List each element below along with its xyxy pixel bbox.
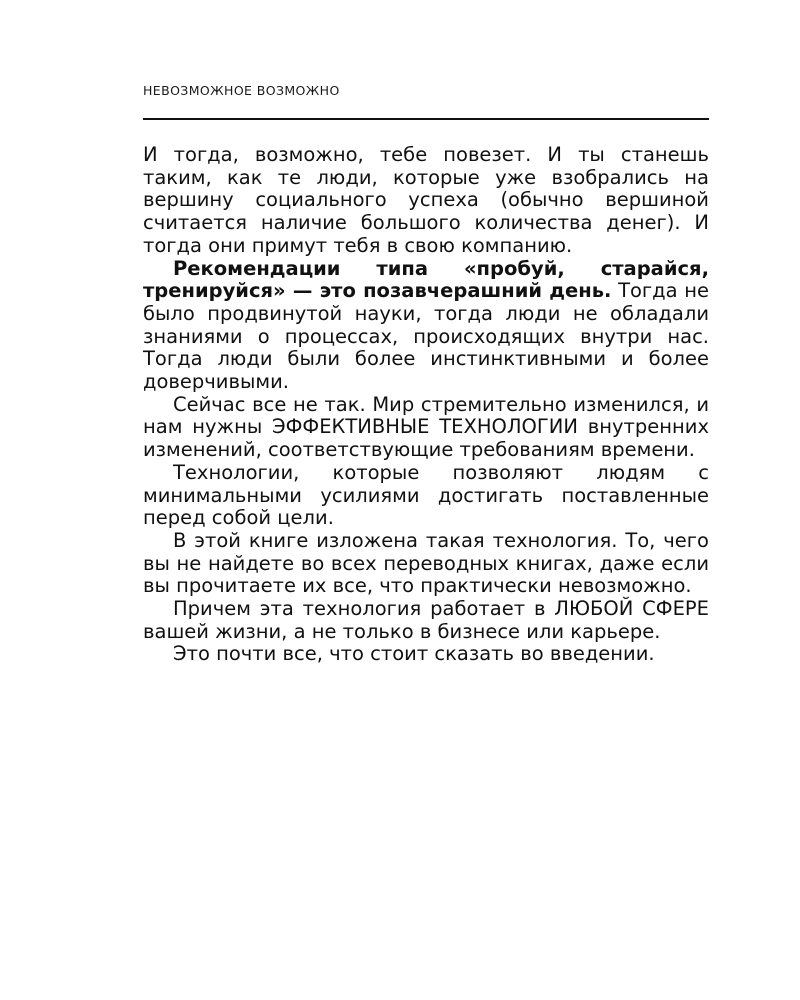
- paragraph-4-text: Технологии, которые позволяют людям с минимальными усилиями достигать поставленные перед собой цели.: [143, 460, 709, 530]
- paragraph-4: [143, 462, 709, 530]
- book-page: [143, 0, 709, 1000]
- paragraph-5: [143, 530, 709, 598]
- body-text: [143, 144, 709, 666]
- paragraph-6: [143, 598, 709, 643]
- paragraph-1: [143, 144, 709, 258]
- paragraph-6-text: Причем эта технология работает в ЛЮБОЙ СФЕРЕ вашей жизни, а не только в бизнесе или карьере.: [143, 597, 709, 643]
- paragraph-5-text: В этой книге изложена такая технология. То, чего вы не найдете во всех переводных книгах, даже если вы прочитаете их все, что практически невозможно.: [143, 528, 709, 598]
- paragraph-1-text: И тогда, возможно, тебе повезет. И ты станешь таким, как те люди, которые уже взобрались на вершину социального успеха (обычно вершиной считается наличие большого количества денег). И тогда они примут тебя в свою компанию.: [143, 143, 709, 257]
- paragraph-2-text: Тогда не было продвинутой науки, тогда люди не обладали знаниями о процессах, происходящих внутри нас. Тогда люди были более инстинктивными и более доверчивыми.: [143, 279, 710, 394]
- running-header: НЕВОЗМОЖНОЕ ВОЗМОЖНО: [143, 83, 340, 98]
- paragraph-2: [143, 258, 709, 394]
- paragraph-7-text: Это почти все, что стоит сказать во введении.: [173, 642, 655, 666]
- header-rule: [143, 118, 709, 120]
- paragraph-3: [143, 394, 709, 462]
- paragraph-2-bold: Рекомендации типа «пробуй, старайся, тренируйся» — это позавчерашний день.: [143, 256, 709, 303]
- paragraph-7: [143, 643, 709, 666]
- paragraph-3-text: Сейчас все не так. Мир стремительно изменился, и нам нужны ЭФФЕКТИВНЫЕ ТЕХНОЛОГИИ внутренних изменений, соответствующие требованиям времени.: [143, 392, 709, 462]
